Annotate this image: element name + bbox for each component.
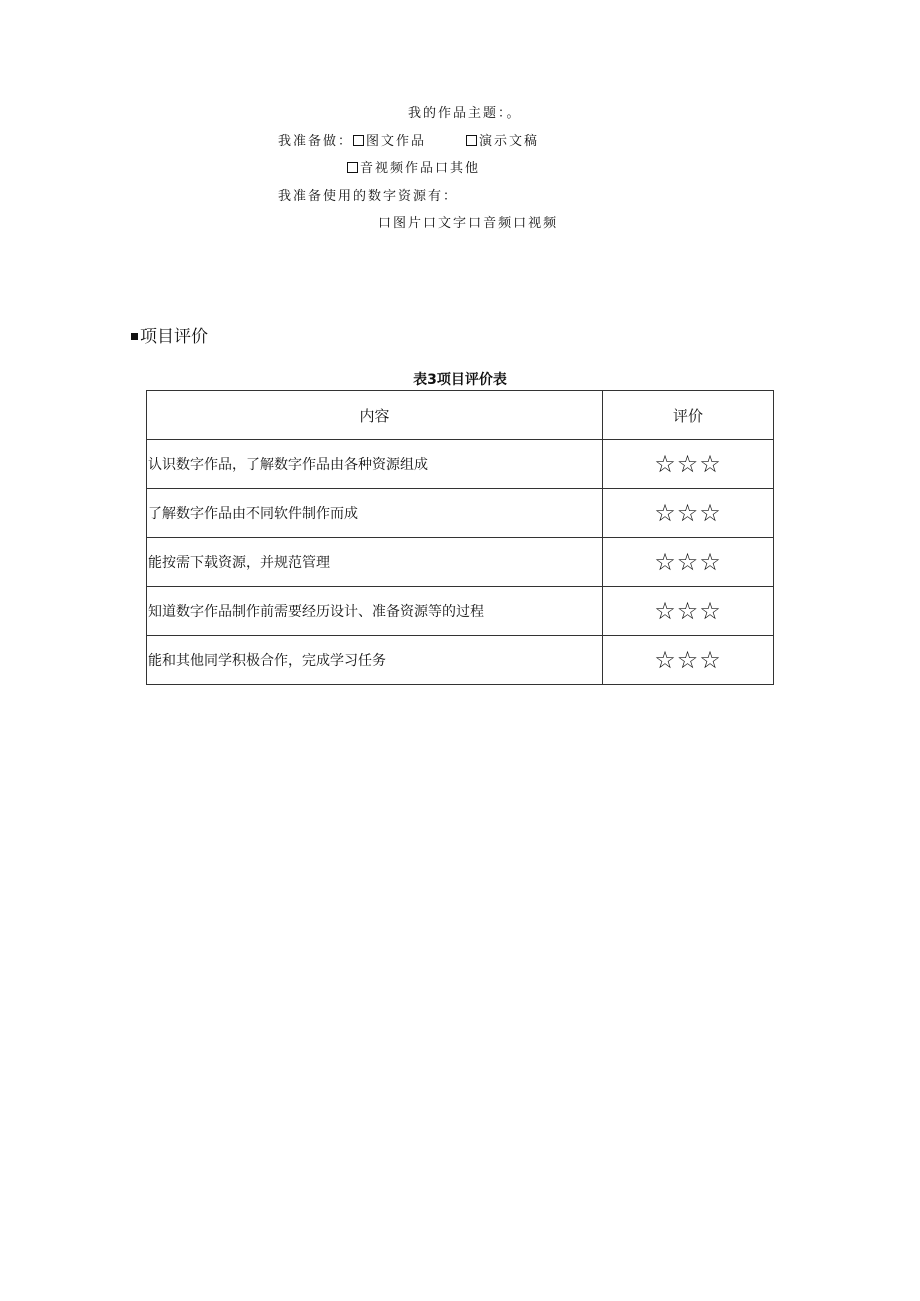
star-rating[interactable]: ☆☆☆ bbox=[603, 440, 774, 489]
star-rating[interactable]: ☆☆☆ bbox=[603, 489, 774, 538]
plan-label: 我准备做： bbox=[278, 134, 354, 149]
resource-label-images: 图片 bbox=[393, 216, 424, 231]
checkbox-graphic[interactable] bbox=[353, 135, 364, 146]
star-rating[interactable]: ☆☆☆ bbox=[603, 636, 774, 685]
row-content: 知道数字作品制作前需要经历设计、准备资源等的过程 bbox=[147, 587, 603, 636]
section-heading bbox=[131, 322, 208, 347]
checkbox-audio-glyph[interactable]: 口 bbox=[468, 216, 484, 231]
row-content: 认识数字作品，了解数字作品由各种资源组成 bbox=[147, 440, 603, 489]
checkbox-images-glyph[interactable]: 口 bbox=[378, 216, 394, 231]
option-label-presentation: 演示文稿 bbox=[479, 134, 540, 149]
section-heading-text: 项目评价 bbox=[140, 327, 208, 347]
resources-label: 我准备使用的数字资源有： bbox=[278, 189, 459, 204]
resource-label-audio: 音频 bbox=[483, 216, 514, 231]
row-content: 能和其他同学积极合作，完成学习任务 bbox=[147, 636, 603, 685]
topic-line bbox=[408, 102, 522, 121]
plan-line-2 bbox=[347, 157, 480, 176]
evaluation-table bbox=[146, 390, 774, 685]
checkbox-other-glyph[interactable]: 口 bbox=[435, 161, 451, 176]
star-rating[interactable]: ☆☆☆ bbox=[603, 538, 774, 587]
checkbox-av[interactable] bbox=[347, 162, 358, 173]
table-row bbox=[147, 489, 774, 538]
checkbox-text-glyph[interactable]: 口 bbox=[423, 216, 439, 231]
table-row bbox=[147, 636, 774, 685]
resource-label-video: 视频 bbox=[528, 216, 559, 231]
option-label-av: 音视频作品 bbox=[360, 161, 436, 176]
table-row bbox=[147, 587, 774, 636]
square-bullet-icon bbox=[131, 333, 138, 340]
table-header-row bbox=[147, 391, 774, 440]
topic-label: 我的作品主题： bbox=[408, 106, 507, 121]
resource-label-text: 文字 bbox=[438, 216, 469, 231]
table-row bbox=[147, 538, 774, 587]
checkbox-presentation[interactable] bbox=[466, 135, 477, 146]
checkbox-video-glyph[interactable]: 口 bbox=[513, 216, 529, 231]
plan-line bbox=[278, 130, 539, 149]
star-rating[interactable]: ☆☆☆ bbox=[603, 587, 774, 636]
table-row bbox=[147, 440, 774, 489]
row-content: 了解数字作品由不同软件制作而成 bbox=[147, 489, 603, 538]
resources-options bbox=[378, 212, 558, 231]
resources-line bbox=[278, 185, 458, 204]
row-content: 能按需下载资源，并规范管理 bbox=[147, 538, 603, 587]
topic-value[interactable]: 。 bbox=[506, 106, 522, 121]
option-label-other: 其他 bbox=[450, 161, 481, 176]
table-caption: 表3项目评价表 bbox=[413, 372, 507, 388]
option-label-graphic: 图文作品 bbox=[366, 134, 427, 149]
header-content: 内容 bbox=[147, 391, 603, 440]
header-rating: 评价 bbox=[603, 391, 774, 440]
